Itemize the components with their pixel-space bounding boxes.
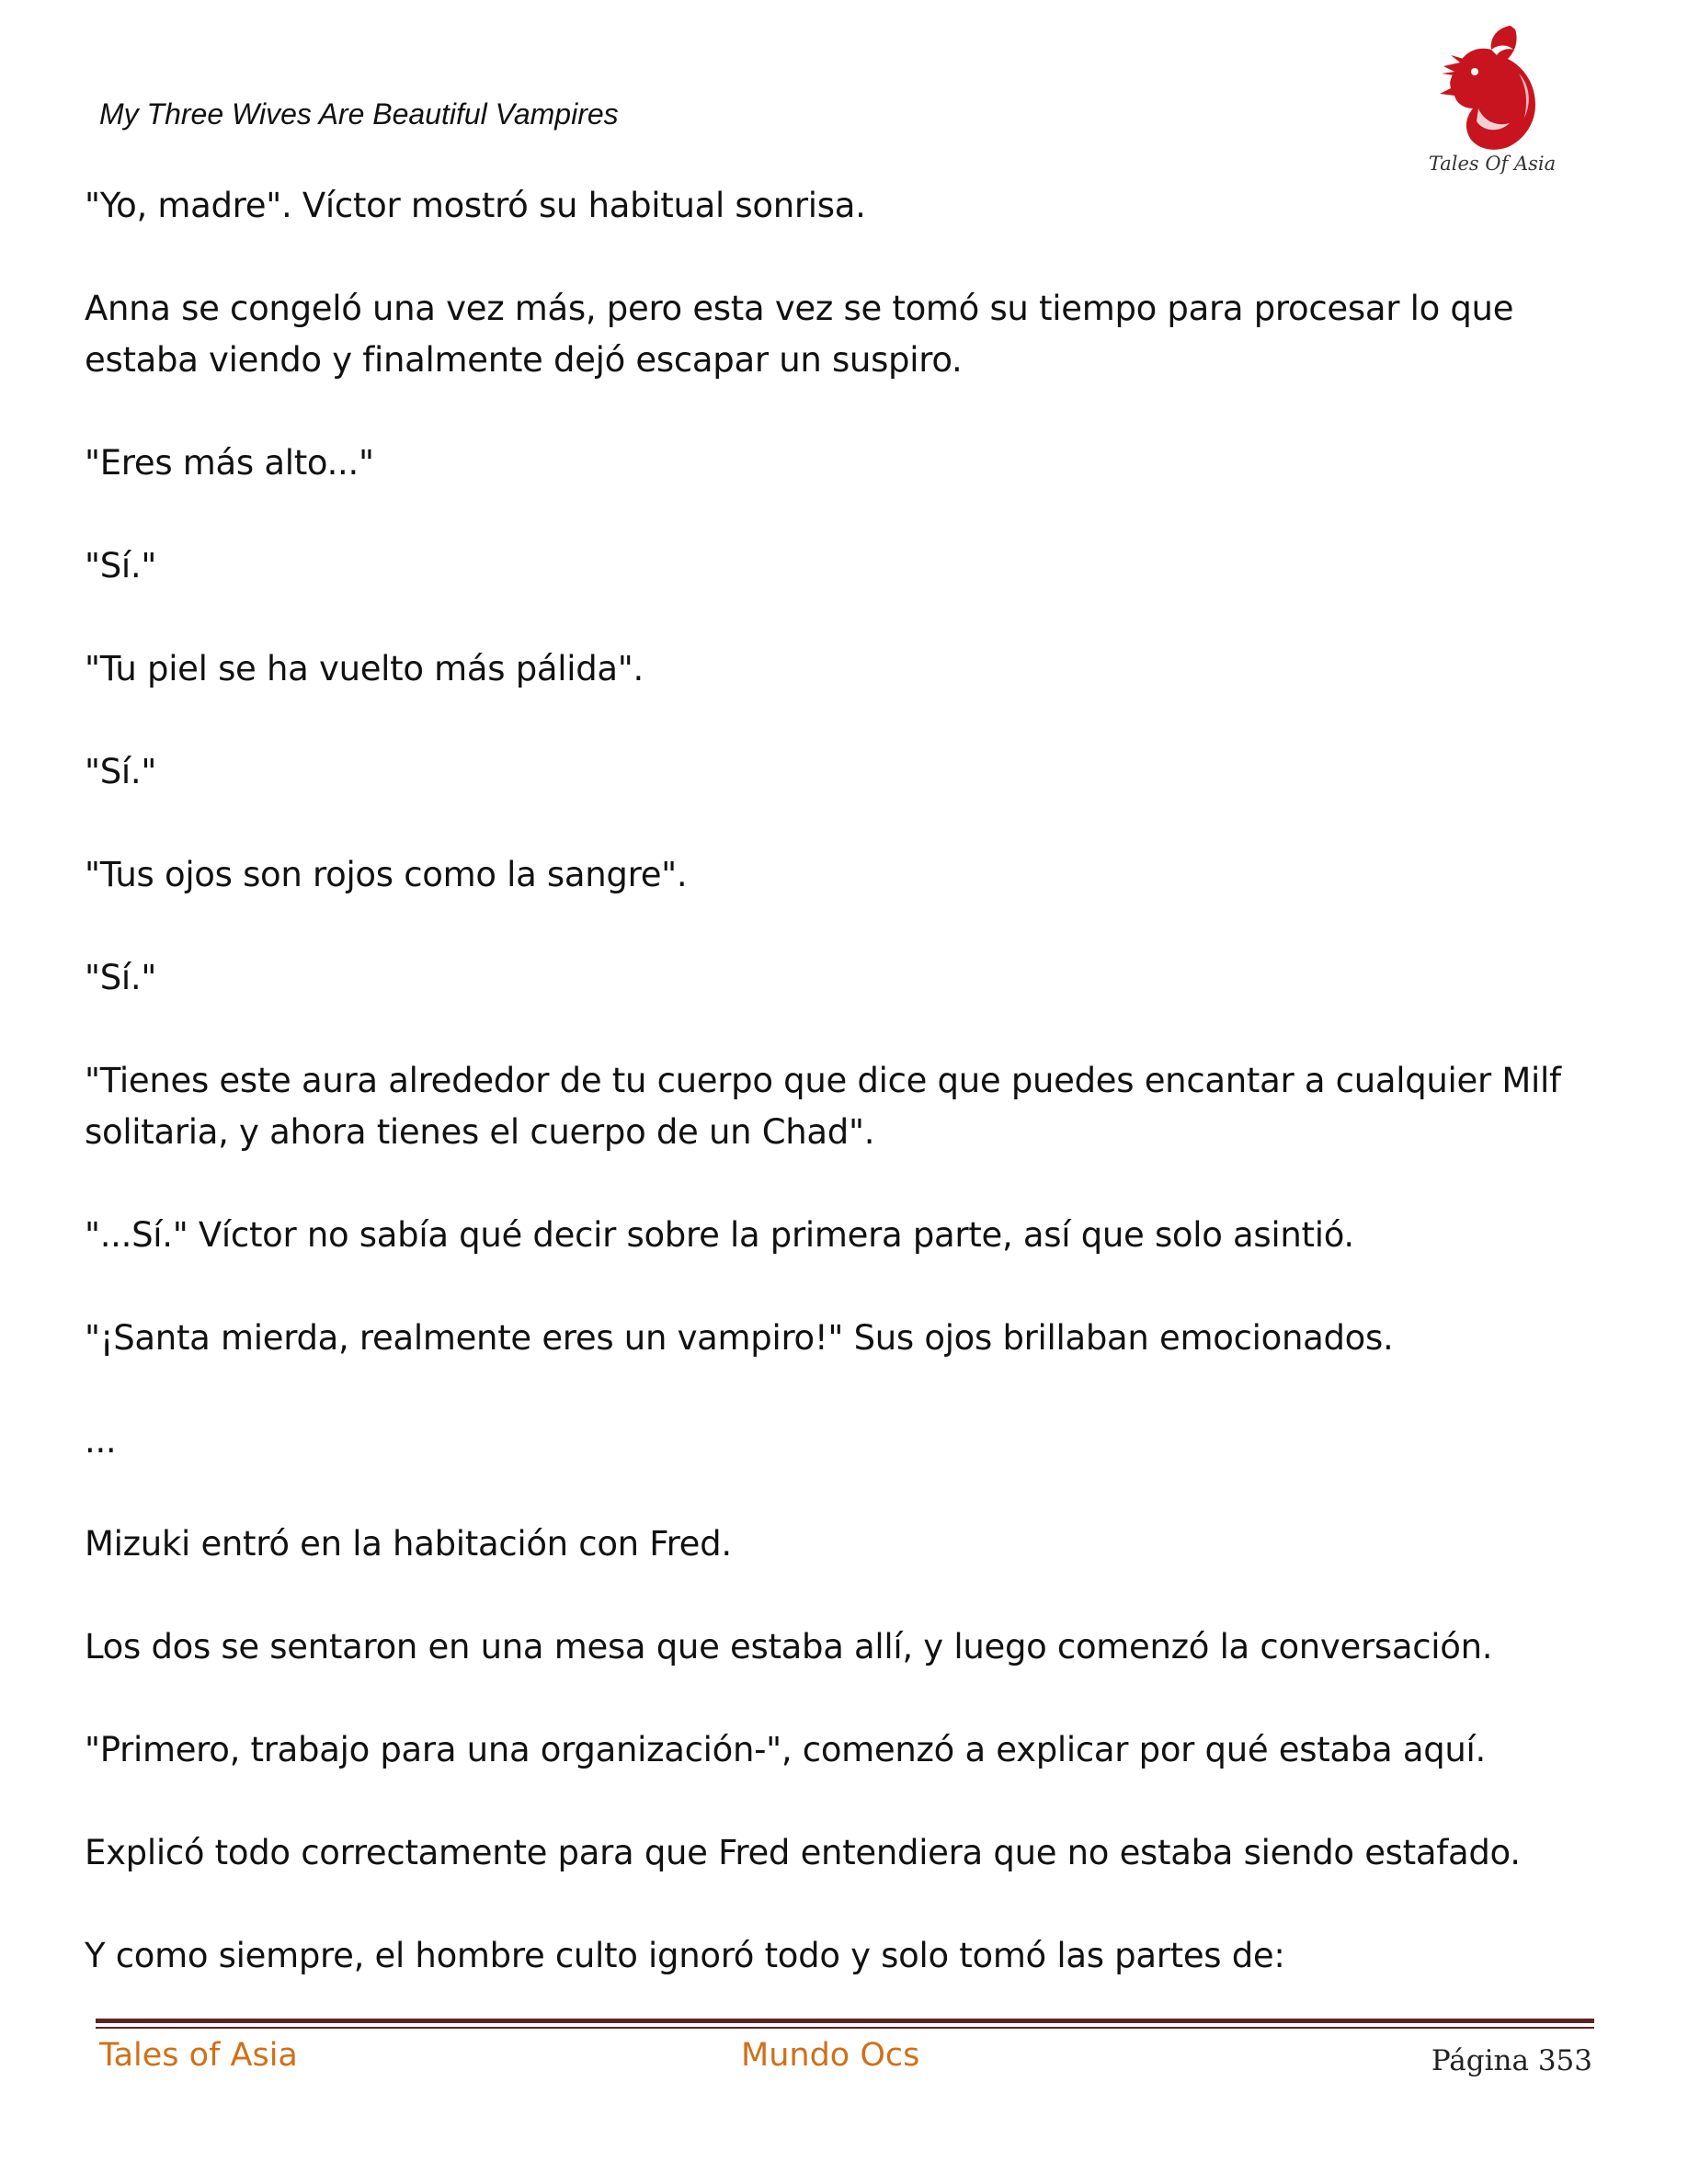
paragraph: "Sí." — [85, 546, 157, 586]
footer-divider — [96, 2019, 1594, 2023]
paragraph: "Tienes este aura alrededor de tu cuerpo que dice que puedes encantar a cualquier Milf solitaria, y ahora tienes el cuerpo de un Chad". — [85, 1061, 1561, 1152]
paragraph: "¡Santa mierda, realmente eres un vampiro!" Sus ojos brillaban emocionados. — [85, 1318, 1394, 1358]
chapter-body — [85, 180, 1602, 2033]
paragraph: Los dos se sentaron en una mesa que estaba allí, y luego comenzó la conversación. — [85, 1627, 1493, 1666]
tales-of-asia-logo — [1423, 18, 1561, 184]
paragraph: "Tus ojos son rojos como la sangre". — [85, 855, 688, 894]
paragraph: Y como siempre, el hombre culto ignoró todo y solo tomó las partes de: — [85, 1936, 1285, 1975]
paragraph: Explicó todo correctamente para que Fred entendiera que no estaba siendo estafado. — [85, 1833, 1521, 1872]
footer-site-name: Tales of Asia — [99, 2037, 298, 2074]
book-title: My Three Wives Are Beautiful Vampires — [99, 97, 619, 131]
paragraph: ... — [85, 1421, 117, 1461]
paragraph: Anna se congeló una vez más, pero esta vez se tomó su tiempo para procesar lo que estaba viendo y finalmente dejó escapar un suspiro. — [85, 289, 1514, 380]
paragraph: Mizuki entró en la habitación con Fred. — [85, 1524, 732, 1564]
paragraph: "Yo, madre". Víctor mostró su habitual sonrisa. — [85, 186, 866, 225]
paragraph: "Sí." — [85, 752, 157, 791]
paragraph: "Tu piel se ha vuelto más pálida". — [85, 649, 644, 688]
paragraph: "...Sí." Víctor no sabía qué decir sobre la primera parte, así que solo asintió. — [85, 1215, 1354, 1255]
logo-label: Tales Of Asia — [1428, 153, 1557, 175]
paragraph: "Primero, trabajo para una organización-", comenzó a explicar por qué estaba aquí. — [85, 1730, 1486, 1769]
paragraph: "Eres más alto..." — [85, 443, 374, 483]
footer-divider-thin — [96, 2027, 1594, 2029]
footer-group-name: Mundo Ocs — [741, 2037, 920, 2074]
paragraph: "Sí." — [85, 958, 157, 997]
page-number: Página 353 — [1431, 2044, 1592, 2077]
red-dragon-icon — [1423, 18, 1561, 156]
